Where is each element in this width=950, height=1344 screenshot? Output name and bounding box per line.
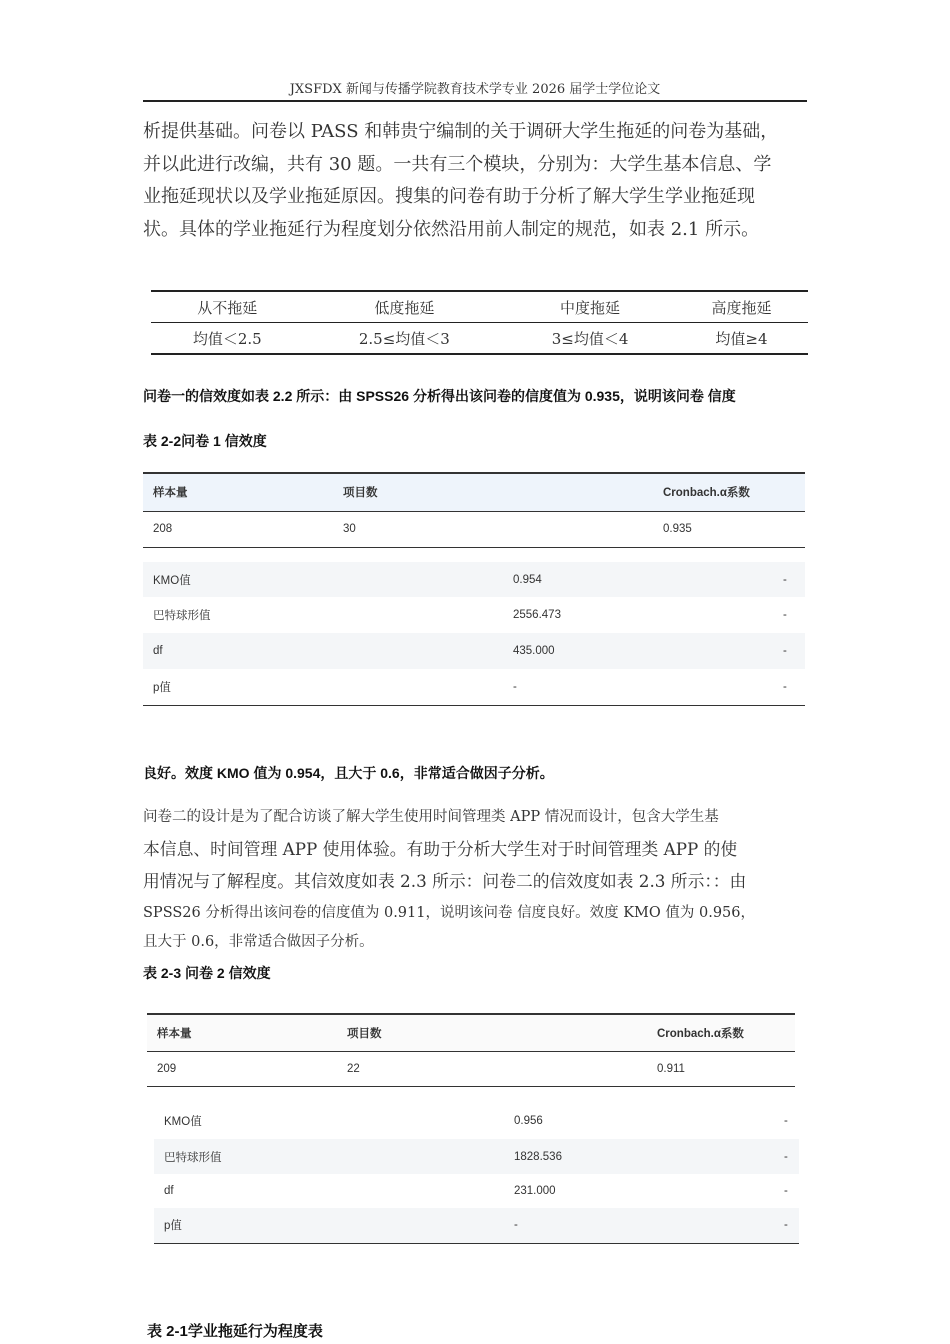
table-cell: 0.911 bbox=[647, 1051, 795, 1086]
table-cell: - bbox=[774, 1208, 799, 1243]
table-cell: p值 bbox=[143, 669, 503, 705]
table-cell: 0.956 bbox=[514, 1115, 543, 1127]
intro-line: 状。具体的学业拖延行为程度划分依然沿用前人制定的规范，如表 2.1 所示。 bbox=[143, 218, 760, 240]
table-cell: KMO值 bbox=[143, 562, 503, 597]
table-cell: 0.935 bbox=[653, 511, 805, 547]
table-header-cell: 从不拖延 bbox=[151, 291, 304, 323]
table-cell: - bbox=[784, 1185, 788, 1197]
table-cell: df bbox=[164, 1185, 174, 1197]
table-cell: p值 bbox=[154, 1208, 504, 1243]
q2-paragraph bbox=[143, 801, 807, 955]
q1-conclusion: 良好。效度 KMO 值为 0.954，且大于 0.6，非常适合做因子分析。 bbox=[143, 765, 554, 781]
q2-line: 用情况与了解程度。其信效度如表 2.3 所示：问卷二的信效度如表 2.3 所示：：由 bbox=[143, 871, 747, 891]
table-header-cell: 项目数 bbox=[337, 1014, 647, 1051]
table-cell: 2556.473 bbox=[513, 609, 561, 621]
table-cell: - bbox=[773, 633, 805, 669]
q2-line: 问卷二的设计是为了配合访谈了解大学生使用时间管理类 APP 情况而设计，包含大学生基 bbox=[143, 809, 719, 825]
intro-paragraph bbox=[143, 116, 807, 246]
table-cell: - bbox=[503, 669, 773, 705]
table-cell: 巴特球形值 bbox=[154, 1139, 504, 1174]
table-header-cell: 中度拖延 bbox=[505, 291, 675, 323]
q2-line: 本信息、时间管理 APP 使用体验。有助于分析大学生对于时间管理类 APP 的使 bbox=[143, 839, 738, 859]
table-cell: 435.000 bbox=[503, 633, 773, 669]
table-cell: 2.5≤均值＜3 bbox=[304, 323, 506, 355]
table-cell: 231.000 bbox=[514, 1185, 556, 1197]
table-header-cell: 样本量 bbox=[143, 473, 333, 511]
table-cell: 30 bbox=[333, 511, 653, 547]
table-cell: 3≤均值＜4 bbox=[505, 323, 675, 355]
q1-description: 问卷一的信效度如表 2.2 所示：由 SPSS26 分析得出该问卷的信度值为 0.935，说明该问卷 信度 bbox=[143, 388, 736, 404]
table-cell: df bbox=[143, 633, 503, 669]
table-cell: 22 bbox=[337, 1051, 647, 1086]
table-header-cell: 项目数 bbox=[333, 473, 653, 511]
q2-line: SPSS26 分析得出该问卷的信度值为 0.911，说明该问卷 信度良好。效度 KMO 值为 0.956， bbox=[143, 905, 755, 921]
table-2-1-caption: 表 2-1学业拖延行为程度表 bbox=[147, 1323, 323, 1340]
table-cell: 均值≥4 bbox=[675, 323, 808, 355]
table-header-cell: Cronbach.α系数 bbox=[647, 1014, 795, 1051]
q1-kmo-table bbox=[143, 562, 805, 706]
table-cell: 208 bbox=[143, 511, 333, 547]
table-cell: 均值＜2.5 bbox=[151, 323, 304, 355]
intro-line: 业拖延现状以及学业拖延原因。搜集的问卷有助于分析了解大学生学业拖延现 bbox=[143, 186, 755, 207]
table-cell: 209 bbox=[147, 1051, 337, 1086]
table-cell: 1828.536 bbox=[504, 1139, 774, 1174]
intro-line: 并以此进行改编，共有 30 题。一共有三个模块，分别为：大学生基本信息、学 bbox=[143, 153, 772, 175]
table-cell: 巴特球形值 bbox=[153, 610, 211, 622]
table-cell: - bbox=[773, 562, 805, 597]
table-cell: 0.954 bbox=[503, 562, 773, 597]
page-header: JXSFDX 新闻与传播学院教育技术学专业 2026 届学士学位论文 bbox=[289, 82, 661, 97]
intro-line: 析提供基础。问卷以 PASS 和韩贵宁编制的关于调研大学生拖延的问卷为基础， bbox=[143, 121, 779, 142]
table-header-cell: 样本量 bbox=[147, 1014, 337, 1051]
table-2-2-caption: 表 2-2问卷 1 信效度 bbox=[143, 433, 267, 449]
procrastination-level-table bbox=[151, 290, 808, 355]
table-header-cell: 高度拖延 bbox=[675, 291, 808, 323]
table-2-3-caption: 表 2-3 问卷 2 信效度 bbox=[143, 965, 271, 981]
q2-line: 且大于 0.6，非常适合做因子分析。 bbox=[143, 934, 374, 950]
header-rule bbox=[143, 100, 807, 102]
table-cell: - bbox=[504, 1208, 774, 1243]
table-header-cell: Cronbach.α系数 bbox=[653, 473, 805, 511]
table-cell: KMO值 bbox=[164, 1116, 202, 1128]
q2-reliability-table bbox=[147, 1013, 795, 1087]
q2-kmo-table bbox=[154, 1103, 799, 1244]
table-cell: - bbox=[773, 669, 805, 705]
table-header-cell: 低度拖延 bbox=[304, 291, 506, 323]
table-cell: - bbox=[783, 609, 787, 621]
table-cell: - bbox=[774, 1139, 799, 1174]
q1-reliability-table bbox=[143, 472, 805, 548]
table-cell: - bbox=[784, 1115, 788, 1127]
